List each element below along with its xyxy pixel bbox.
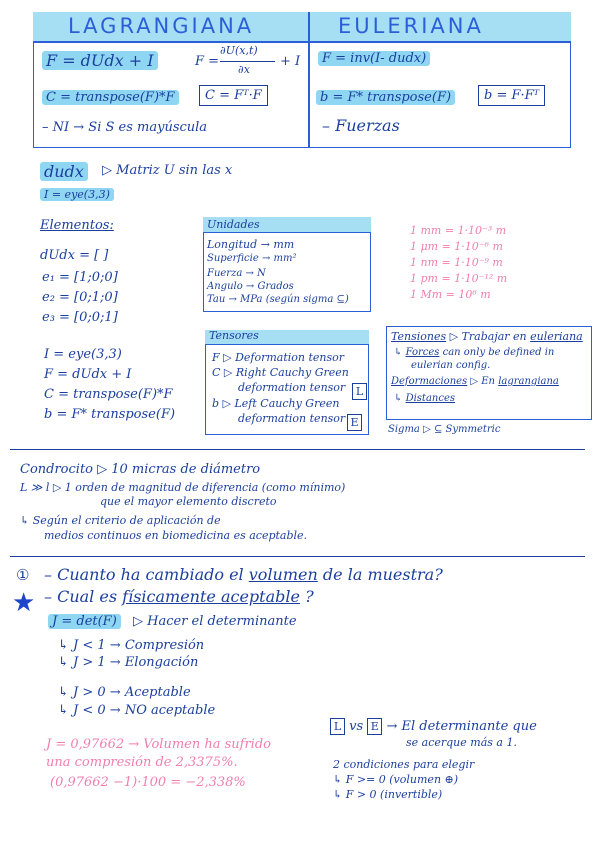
code-f: F = dUdx + I	[44, 367, 132, 382]
section-divider-2	[10, 556, 585, 557]
forces-label: Forces	[405, 347, 440, 358]
tensiones-text: ▷ Trabajar en	[449, 330, 527, 343]
case-compresion: ↳ J < 1 → Compresión	[58, 638, 205, 653]
question-2-c: ?	[305, 587, 314, 606]
conversion-nm: 1 nm = 1·10⁻⁹ m	[410, 256, 503, 269]
tensor-b-tag: E	[347, 414, 362, 431]
conversion-um: 1 μm = 1·10⁻⁶ m	[410, 240, 503, 253]
conversion-pm: 1 pm = 1·10⁻¹² m	[410, 272, 508, 285]
f-equation-eulerian: F = inv(I- dudx)	[318, 51, 430, 66]
eulerian-config: eulerian config.	[411, 360, 491, 371]
fraction-bar	[220, 61, 275, 62]
case-no-aceptable: ↳ J < 0 → NO aceptable	[58, 703, 216, 718]
distances-label: Distances	[405, 393, 455, 404]
code-c: C = transpose(F)*F	[44, 387, 173, 402]
header-divider	[308, 12, 310, 148]
question-2-fisicamente: físicamente aceptable	[122, 587, 300, 606]
forces-text: can only be defined in	[442, 347, 555, 358]
e2-vector: e₂ = [0;1;0]	[42, 290, 118, 305]
criterio-line: ↳ Según el criterio de aplicación de	[20, 514, 221, 527]
question-1-marker: ①	[16, 566, 30, 584]
deformaciones-text: ▷ En	[470, 376, 495, 387]
condicion-2: ↳ F > 0 (invertible)	[333, 788, 443, 801]
tensor-c-line2: deformation tensor	[238, 381, 346, 394]
elementos-title: Elementos:	[40, 218, 114, 233]
criterio-line-2: medios continuos en biomedicina es aceptable.	[44, 529, 308, 542]
tensor-c-tag: L	[352, 383, 367, 400]
vs-label: vs	[349, 719, 364, 734]
tensor-b-line1: b ▷ Left Cauchy Green	[212, 397, 340, 410]
sigma-note: Sigma ▷ ⊆ Symmetric	[388, 424, 501, 435]
e3-vector: e₃ = [0;0;1]	[42, 310, 118, 325]
conversion-Mm: 1 Mm = 10⁶ m	[410, 288, 491, 301]
forces-arrow: ↳	[394, 347, 403, 358]
unidades-header-line	[203, 232, 371, 233]
lagrangiana-title: LAGRANGIANA	[68, 14, 255, 38]
j-equation: J = det(F)	[48, 614, 121, 629]
unidad-longitud: Longitud → mm	[207, 238, 295, 251]
lagrangian-note: – NI → Si S es mayúscula	[42, 120, 208, 135]
b-equation: b = F* transpose(F)	[316, 90, 455, 105]
header-underline	[33, 41, 571, 43]
dudx-bracket: dUdx = [ ]	[40, 248, 109, 263]
star-icon: ★	[12, 588, 36, 618]
tensor-f: F ▷ Deformation tensor	[212, 351, 345, 364]
section-divider-1	[10, 449, 585, 450]
question-1-c: de la muestra?	[322, 565, 443, 584]
result-line-1: J = 0,97662 → Volumen ha sufrido	[46, 737, 271, 752]
unidad-tau: Tau → MPa (según sigma ⊆)	[207, 294, 349, 305]
dudx-description: ▷ Matriz U sin las x	[102, 163, 233, 178]
condiciones-title: 2 condiciones para elegir	[333, 758, 475, 771]
condicion-1: ↳ F >= 0 (volumen ⊕)	[333, 773, 459, 786]
case-elongacion: ↳ J > 1 → Elongación	[58, 655, 199, 670]
f-equation-lagrangian: F = dUdx + I	[42, 51, 158, 70]
code-b: b = F* transpose(F)	[44, 407, 176, 422]
deformaciones-label: Deformaciones	[391, 376, 468, 387]
unidad-superficie: Superficie → mm²	[207, 253, 297, 264]
conversion-mm: 1 mm = 1·10⁻³ m	[410, 224, 507, 237]
eye-line: I = eye(3,3)	[40, 188, 114, 201]
code-eye: I = eye(3,3)	[44, 347, 122, 362]
question-2-a: – Cual es	[44, 587, 118, 606]
b-compact-equation: b = F·Fᵀ	[478, 85, 545, 106]
deformaciones-lagrangiana: lagrangiana	[498, 376, 559, 387]
unidades-title: Unidades	[207, 218, 260, 231]
question-1-a: – Cuanto ha cambiado el	[44, 565, 244, 584]
unidad-fuerza: Fuerza → N	[207, 268, 266, 279]
f-partial-tail: + I	[280, 54, 301, 69]
e1-vector: e₁ = [1;0;0]	[42, 270, 118, 285]
lve-text-2: se acerque más a 1.	[406, 736, 517, 749]
condrocito-line: Condrocito ▷ 10 micras de diámetro	[20, 462, 261, 477]
eulerian-note: – Fuerzas	[322, 116, 400, 135]
f-partial-lhs: F =	[195, 54, 220, 69]
e-tag: E	[367, 718, 382, 735]
tensores-title: Tensores	[209, 329, 259, 342]
scale-line-2: que el mayor elemento discreto	[100, 495, 277, 508]
j-note: ▷ Hacer el determinante	[133, 614, 297, 629]
distances-arrow: ↳	[394, 393, 403, 404]
unidad-angulo: Angulo → Grados	[207, 281, 294, 292]
euleriana-title: EULERIANA	[338, 14, 484, 38]
case-aceptable: ↳ J > 0 → Aceptable	[58, 685, 191, 700]
tensor-b-line2: deformation tensor	[238, 412, 346, 425]
lve-text-1: → El determinante que	[386, 719, 537, 734]
c-equation: C = transpose(F)*F	[42, 90, 179, 105]
dudx-label: dudx	[40, 162, 88, 181]
result-line-2: una compresión de 2,3375%.	[46, 755, 238, 770]
scale-line: L ≫ l ▷ 1 orden de magnitud de diferencia (como mínimo)	[20, 481, 346, 494]
result-line-3: (0,97662 −1)·100 = −2,338%	[50, 775, 246, 790]
c-compact-equation: C = Fᵀ·F	[199, 85, 268, 106]
tensor-c-line1: C ▷ Right Cauchy Green	[212, 366, 349, 379]
tensores-header-line	[205, 344, 369, 345]
l-tag: L	[330, 718, 345, 735]
question-1-volumen: volumen	[248, 565, 318, 584]
f-partial-numerator: ∂U(x,t)	[220, 44, 258, 57]
tensiones-euleriana: euleriana	[530, 330, 583, 343]
tensiones-label: Tensiones	[391, 330, 447, 343]
f-partial-denominator: ∂x	[238, 63, 250, 76]
